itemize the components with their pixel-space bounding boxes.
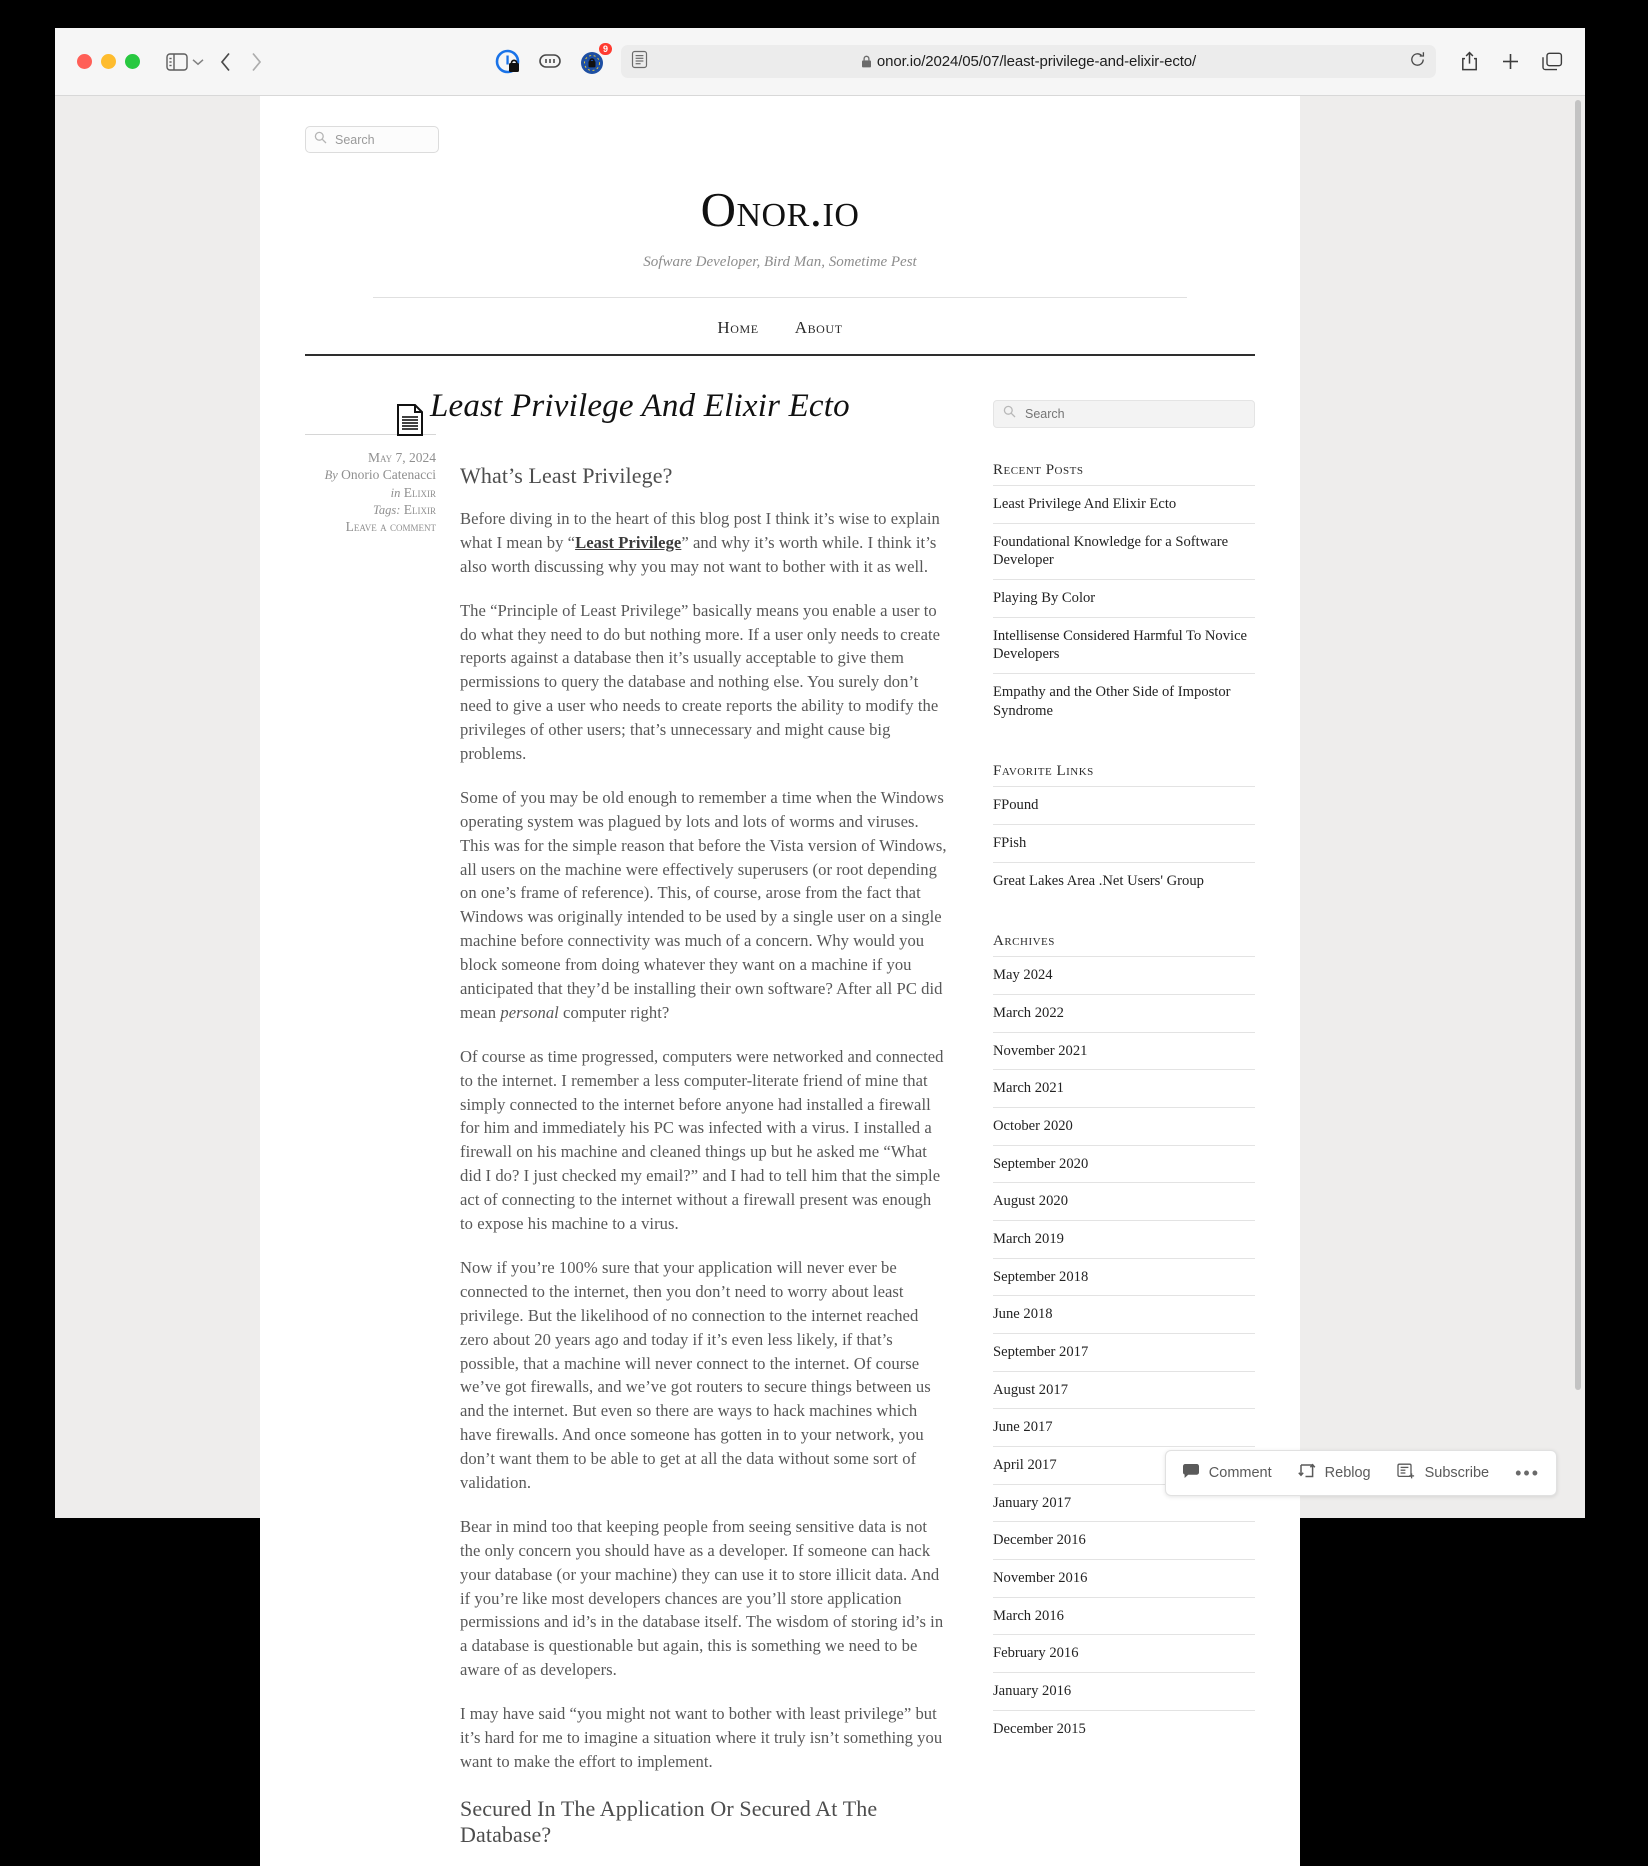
- new-tab-icon[interactable]: [1501, 52, 1520, 71]
- extension-badge-count: 9: [599, 43, 612, 55]
- least-privilege-link[interactable]: Least Privilege: [575, 532, 682, 552]
- close-window-button[interactable]: [77, 54, 92, 69]
- list-item[interactable]: [993, 1408, 1255, 1446]
- toolbar-right-actions: [1460, 51, 1563, 72]
- reblog-label: Reblog: [1324, 1465, 1371, 1481]
- list-item[interactable]: [993, 1182, 1255, 1220]
- paragraph-6: Bear in mind too that keeping people from seeing sensitive data is not the only concern you should have as a developer. If someone can hack your database (or your machine) they can use it to store illicit data. And if you’re like most developers chances are you’ll store application permissions and id’s in the database itself. The wisdom of storing id’s in a database is questionable but again, this is something we need to be aware of as developers.: [460, 1516, 944, 1680]
- reblog-icon: [1298, 1463, 1316, 1484]
- post-author[interactable]: Onorio Catenacci: [341, 467, 436, 483]
- archive-link[interactable]: October 2020: [993, 1118, 1073, 1135]
- site-title[interactable]: Onor.io: [700, 182, 860, 237]
- archive-link[interactable]: August 2020: [993, 1193, 1068, 1210]
- archive-link[interactable]: September 2017: [993, 1344, 1089, 1361]
- comment-label: Comment: [1208, 1465, 1272, 1481]
- paragraph-3-emphasis: personal: [500, 1002, 559, 1022]
- paragraph-1-text-a: Before diving in to the heart of this blog post I think it’s wise to explain what I mean by “: [460, 509, 940, 552]
- speech-bubble-extension-icon[interactable]: [537, 49, 563, 75]
- list-item[interactable]: [993, 1333, 1255, 1371]
- archive-link[interactable]: January 2017: [993, 1494, 1072, 1511]
- post-date: May 7, 2024: [367, 450, 436, 465]
- list-item[interactable]: [993, 1597, 1255, 1635]
- url-text[interactable]: [648, 53, 1409, 71]
- list-item[interactable]: [993, 994, 1255, 1032]
- archive-link[interactable]: March 2019: [993, 1231, 1064, 1248]
- privacy-shield-extension-icon[interactable]: [495, 49, 521, 75]
- list-item[interactable]: [993, 485, 1255, 523]
- archive-link[interactable]: September 2018: [993, 1268, 1089, 1285]
- tab-overview-icon[interactable]: [1542, 52, 1563, 71]
- nav-item-about[interactable]: About: [794, 318, 843, 337]
- list-item[interactable]: [993, 824, 1255, 862]
- list-item[interactable]: [993, 1107, 1255, 1145]
- archive-link[interactable]: January 2016: [993, 1683, 1072, 1700]
- widget-title: Favorite Links: [993, 763, 1094, 780]
- paragraph-3-text-a: Some of you may be old enough to remember a time when the Windows operating system was plagued by lots and lots of worms and viruses. This was for the simple reason that before the Vista version of Windows, all users on the machine were effectively superusers (or root depending on one’s frame of reference). This, of course, arose from the fact that Windows was originally intended to be used by a single user on a single machine before connectivity was much of a concern. Why would you block someone from doing whatever they want on a machine if you anticipated that they’d be installing their own software? After all PC did mean: [460, 787, 947, 1022]
- document-post-format-icon: [396, 404, 430, 441]
- list-item[interactable]: [993, 1258, 1255, 1296]
- recent-posts-list: [993, 485, 1255, 729]
- back-button[interactable]: [220, 52, 232, 72]
- paragraph-3-text-b: computer right?: [558, 1002, 670, 1022]
- subscribe-icon: [1397, 1463, 1416, 1484]
- share-icon[interactable]: [1460, 51, 1479, 72]
- archive-link[interactable]: March 2022: [993, 1005, 1064, 1022]
- favorite-links-list: [993, 786, 1255, 899]
- list-item[interactable]: [993, 862, 1255, 900]
- archive-link[interactable]: June 2018: [993, 1306, 1053, 1323]
- sidebar: [993, 388, 1255, 1866]
- nav-item-home[interactable]: Home: [717, 318, 759, 337]
- recent-post-link[interactable]: Empathy and the Other Side of Impostor Syndrome: [993, 684, 1231, 719]
- paragraph-2: The “Principle of Least Privilege” basically means you enable a user to do what they need to do but nothing more. If a user only needs to create reports against a database then it’s usually acceptable to give them permissions to query the database and nothing else. You surely don’t need to give a user who needs to create reports the ability to modify the privileges of other users; that’s unnecessary and might cause big problems.: [460, 600, 941, 764]
- post-category[interactable]: Elixir: [403, 484, 436, 500]
- sidebar-search-input[interactable]: [1023, 406, 1245, 422]
- list-item[interactable]: [993, 1032, 1255, 1070]
- paragraph-5: Now if you’re 100% sure that your application will never ever be connected to the internet, then you don’t need to worry about least privilege. But the likelihood of no connection to the internet reached zero about 20 years ago and today if it’s even less likely, if that’s possible, that a machine will never connect to the internet. Of course we’ve got firewalls, and we’ve got routers to secure things between us and the internet. But even so there are ways to hack machines which have firewalls. And once someone has gotten in to your network, you don’t want them to be able to get at all the data without some sort of validation.: [460, 1257, 931, 1492]
- comment-icon: [1182, 1463, 1200, 1483]
- archive-link[interactable]: March 2016: [993, 1607, 1064, 1624]
- paragraph-1-text-b: ” and why it’s worth while. I think it’s also worth discussing why you may not want to bother with it as well.: [460, 532, 937, 576]
- recent-post-link[interactable]: Playing By Color: [993, 590, 1096, 607]
- main-navigation: [260, 298, 1300, 354]
- lock-icon: [861, 55, 872, 72]
- archive-link[interactable]: September 2020: [993, 1155, 1089, 1172]
- maximize-window-button[interactable]: [125, 54, 140, 69]
- recent-post-link[interactable]: Least Privilege And Elixir Ecto: [993, 496, 1177, 512]
- list-item[interactable]: [993, 786, 1255, 824]
- extension-icons: [495, 43, 608, 75]
- list-item[interactable]: [993, 1069, 1255, 1107]
- post-tag[interactable]: Elixir: [403, 501, 436, 517]
- post-column: [430, 388, 947, 1866]
- paragraph-4: Of course as time progressed, computers were networked and connected to the internet. I remember a less computer-literate friend of mine that simply connected to the internet before anyone had installed a firewall for him and immediately his PC was infected with a virus. I installed a firewall on his machine and cleaned things up but he asked me “What did I do? I just checked my email?” and I had to tell him that the simple act of connecting to the internet without a firewall present was enough to expose his machine to a virus.: [460, 1046, 944, 1234]
- favorite-link[interactable]: Great Lakes Area .Net Users' Group: [993, 872, 1204, 889]
- widget-archives: [993, 933, 1255, 1747]
- post-header: [430, 388, 947, 441]
- paragraph-3: [460, 786, 947, 1025]
- reload-icon[interactable]: [1409, 51, 1426, 73]
- browser-toolbar: [55, 28, 1585, 96]
- favorite-link[interactable]: FPound: [993, 797, 1039, 814]
- page-scrollbar[interactable]: [1575, 100, 1581, 1430]
- window-controls: [77, 54, 140, 69]
- archive-link[interactable]: November 2021: [993, 1042, 1088, 1059]
- archive-link[interactable]: May 2024: [993, 967, 1053, 984]
- favorite-link[interactable]: FPish: [993, 835, 1027, 852]
- archive-link[interactable]: November 2016: [993, 1570, 1088, 1587]
- archives-list: [993, 956, 1255, 1747]
- widget-title: Archives: [993, 933, 1055, 950]
- archive-link[interactable]: April 2017: [993, 1457, 1057, 1474]
- ublock-origin-extension-icon[interactable]: [579, 43, 608, 75]
- list-item[interactable]: [993, 1672, 1255, 1710]
- sidebar-search-box[interactable]: [993, 400, 1255, 428]
- search-icon: [314, 131, 327, 149]
- browser-window: [55, 28, 1585, 1847]
- address-bar[interactable]: [621, 45, 1436, 78]
- minimize-window-button[interactable]: [101, 54, 116, 69]
- header-search-box[interactable]: [305, 126, 439, 153]
- list-item[interactable]: [993, 1220, 1255, 1258]
- list-item[interactable]: [993, 523, 1255, 579]
- header-search-area: [260, 96, 1300, 153]
- search-icon: [1003, 405, 1016, 423]
- archive-link[interactable]: March 2021: [993, 1080, 1064, 1097]
- comment-button[interactable]: [1182, 1463, 1272, 1483]
- list-item[interactable]: [993, 1371, 1255, 1409]
- list-item[interactable]: [993, 1521, 1255, 1559]
- sidebar-toggle-icon[interactable]: [166, 53, 188, 71]
- post-author-line: [305, 466, 436, 483]
- page-content: [260, 96, 1300, 1866]
- post-title[interactable]: Least Privilege And Elixir Ecto: [430, 388, 850, 424]
- subscribe-button[interactable]: [1397, 1463, 1489, 1484]
- in-label: in: [390, 485, 401, 500]
- paragraph-1: [460, 507, 947, 579]
- widget-recent-posts: [993, 462, 1255, 729]
- forward-button[interactable]: [250, 52, 262, 72]
- list-item[interactable]: [993, 1559, 1255, 1597]
- post-category-line: [305, 484, 436, 501]
- list-item[interactable]: [993, 617, 1255, 673]
- section-heading-1: What’s Least Privilege?: [460, 463, 673, 488]
- post-comments-line: [305, 518, 436, 535]
- more-options-button[interactable]: •••: [1515, 1462, 1540, 1483]
- list-item[interactable]: [993, 1710, 1255, 1748]
- archive-link[interactable]: December 2016: [993, 1532, 1086, 1549]
- list-item[interactable]: [993, 1295, 1255, 1333]
- tags-label: Tags:: [373, 502, 401, 517]
- scrollbar-thumb[interactable]: [1575, 100, 1581, 1390]
- list-item[interactable]: [993, 1634, 1255, 1672]
- page-viewport: [55, 96, 1585, 1847]
- chevron-down-icon[interactable]: [192, 58, 204, 66]
- post-tags-line: [305, 501, 436, 518]
- by-label: By: [324, 468, 338, 483]
- header-search-input[interactable]: [333, 132, 430, 148]
- post-meta-column: [305, 388, 450, 1866]
- subscribe-label: Subscribe: [1424, 1465, 1490, 1481]
- leave-a-comment-link[interactable]: Leave a comment: [345, 519, 436, 535]
- site-tagline: Sofware Developer, Bird Man, Sometime Pest: [643, 254, 917, 270]
- archive-link[interactable]: June 2017: [993, 1419, 1053, 1436]
- content-row: [260, 356, 1300, 1866]
- list-item[interactable]: [993, 956, 1255, 994]
- list-item[interactable]: [993, 579, 1255, 617]
- archive-link[interactable]: December 2015: [993, 1720, 1086, 1737]
- widget-favorite-links: [993, 763, 1255, 899]
- list-item[interactable]: [993, 673, 1255, 729]
- recent-post-link[interactable]: Foundational Knowledge for a Software Developer: [993, 533, 1229, 569]
- reader-view-icon[interactable]: [631, 50, 648, 74]
- archive-link[interactable]: February 2016: [993, 1645, 1079, 1662]
- url-string: onor.io/2024/05/07/least-privilege-and-elixir-ecto/: [876, 52, 1197, 70]
- archive-link[interactable]: August 2017: [993, 1381, 1068, 1398]
- paragraph-7: I may have said “you might not want to bother with least privilege” but it’s hard for me to imagine a situation where it truly isn’t something you want to make the effort to implement.: [460, 1704, 943, 1771]
- list-item[interactable]: [993, 1145, 1255, 1183]
- recent-post-link[interactable]: Intellisense Considered Harmful To Novice Developers: [993, 627, 1248, 663]
- post-action-bar: [1165, 1450, 1557, 1496]
- reblog-button[interactable]: [1298, 1463, 1371, 1484]
- widget-title: Recent Posts: [993, 462, 1084, 478]
- section-heading-2: Secured In The Application Or Secured At The Database?: [460, 1795, 878, 1847]
